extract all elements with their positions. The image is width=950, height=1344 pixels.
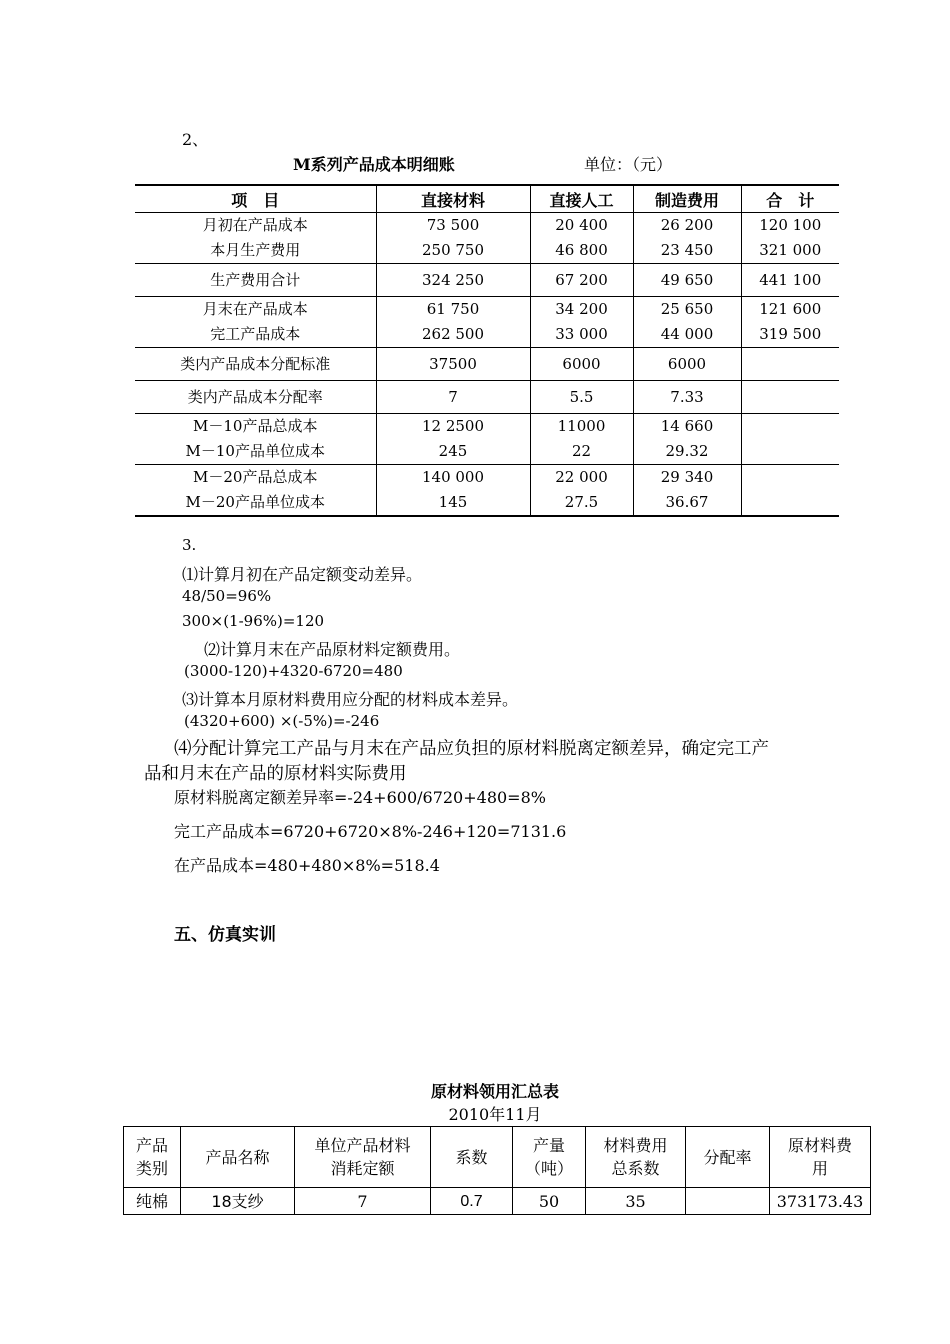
cell-direct-labor	[530, 348, 633, 381]
cell-line: 324 250	[421, 270, 485, 289]
cell-line: 11000	[557, 417, 606, 435]
cell-direct-material	[376, 297, 530, 348]
material-data-row	[124, 1188, 871, 1215]
calc-line-12: 在产品成本=480+480×8%=518.4	[174, 856, 440, 875]
material-data-cell: 18支纱	[181, 1188, 295, 1215]
header-line: 产品	[135, 1136, 168, 1155]
cell-line: 145	[438, 493, 468, 511]
cell-line	[742, 414, 840, 439]
header-direct-material: 直接材料	[376, 185, 530, 213]
cell-direct-labor	[530, 414, 633, 465]
cell-line: 22	[571, 442, 592, 460]
cell-direct-material	[376, 213, 530, 264]
cell-line: 319 500	[759, 325, 822, 343]
cell-line: 7	[448, 387, 458, 406]
cost-ledger-header-row	[135, 185, 839, 213]
table-row	[135, 264, 839, 297]
cell-line: 321 000	[759, 241, 822, 259]
cell-line	[742, 385, 840, 410]
cell-line: 34 200	[555, 300, 608, 318]
header-direct-labor: 直接人工	[530, 185, 633, 213]
cell-direct-labor	[530, 213, 633, 264]
material-header-cell	[124, 1127, 181, 1188]
cell-line	[742, 490, 840, 515]
calc-line-10: 原材料脱离定额差异率=-24+600/6720+480=8%	[174, 788, 546, 807]
cell-line: 25 650	[660, 300, 714, 318]
cell-item	[135, 297, 376, 348]
table-row	[135, 297, 839, 348]
cell-total	[741, 213, 839, 264]
cell-line: 类内产品成本分配率	[187, 387, 323, 406]
cell-direct-material	[376, 348, 530, 381]
section-2-number: 2、	[182, 130, 209, 149]
cell-line: 6000	[562, 354, 601, 373]
cell-line: 月末在产品成本	[202, 300, 308, 318]
cell-line: M－20产品总成本	[193, 468, 318, 486]
calc-line-5: (3000-120)+4320-6720=480	[184, 662, 403, 680]
material-header-cell	[181, 1127, 295, 1188]
cell-line: M－20产品单位成本	[185, 493, 325, 511]
cell-line: 250 750	[421, 241, 485, 259]
cell-direct-labor	[530, 465, 633, 517]
calc-line-3: 300×(1-96%)=120	[182, 612, 325, 630]
cell-line: 120 100	[759, 216, 822, 234]
cell-line: 44 000	[660, 325, 714, 343]
cell-line: 23 450	[660, 241, 714, 259]
calc-line-11: 完工产品成本=6720+6720×8%-246+120=7131.6	[174, 822, 567, 841]
cell-line: 49 650	[660, 270, 714, 289]
cell-line: 33 000	[555, 325, 608, 343]
material-table	[123, 1126, 871, 1215]
material-data-cell: 50	[513, 1188, 586, 1215]
header-line: 单位产品材料	[314, 1136, 411, 1155]
cell-direct-labor	[530, 264, 633, 297]
cell-direct-material	[376, 465, 530, 517]
material-header-cell	[295, 1127, 431, 1188]
cell-overhead	[633, 381, 741, 414]
cell-line: 37500	[429, 354, 477, 373]
cell-line: 27.5	[564, 493, 599, 511]
calc-line-2: 48/50=96%	[182, 587, 272, 605]
table-row	[135, 348, 839, 381]
cell-direct-material	[376, 264, 530, 297]
cell-line: 73 500	[426, 216, 480, 234]
material-data-cell: 7	[295, 1188, 431, 1215]
header-line: 系数	[455, 1147, 488, 1167]
table-row	[135, 414, 839, 465]
calc-line-7: (4320+600) ×(-5%)=-246	[184, 712, 380, 730]
material-data-cell: 纯棉	[124, 1188, 181, 1215]
calc-line-4: ⑵计算月末在产品原材料定额费用。	[204, 640, 461, 659]
cell-line: 14 660	[660, 417, 714, 435]
cell-line: 完工产品成本	[210, 325, 301, 343]
cell-line: 本月生产费用	[210, 241, 301, 259]
material-data-cell: 0.7	[431, 1188, 513, 1215]
cell-total	[741, 414, 839, 465]
material-header-cell	[431, 1127, 513, 1188]
cell-overhead	[633, 264, 741, 297]
section-5-heading: 五、仿真实训	[174, 925, 276, 945]
cell-total	[741, 264, 839, 297]
cell-line: M－10产品单位成本	[185, 442, 325, 460]
calc-line-9: 品和月末在产品的原材料实际费用	[144, 764, 407, 784]
cell-line: 262 500	[421, 325, 485, 343]
header-line: 分配率	[703, 1147, 752, 1167]
material-header-cell	[770, 1127, 871, 1188]
cell-line: 22 000	[555, 468, 608, 486]
cost-ledger-table	[135, 184, 839, 517]
cell-line: 441 100	[759, 270, 822, 289]
cell-line: 6000	[667, 354, 707, 373]
cell-line: 61 750	[426, 300, 480, 318]
header-line: 总系数	[611, 1159, 660, 1178]
cell-line: 7.33	[670, 387, 704, 406]
cell-line: 生产费用合计	[210, 270, 301, 289]
cell-line: 26 200	[660, 216, 714, 234]
cell-direct-labor	[530, 381, 633, 414]
material-table-title: 原材料领用汇总表	[430, 1082, 559, 1101]
header-line: 产品名称	[205, 1147, 270, 1167]
header-line: 消耗定额	[330, 1159, 395, 1178]
header-total: 合 计	[741, 185, 839, 213]
header-line: 原材料费	[787, 1136, 852, 1155]
cell-item	[135, 213, 376, 264]
cell-line: 5.5	[569, 387, 594, 406]
table-row	[135, 381, 839, 414]
header-item: 项 目	[135, 185, 376, 213]
cell-total	[741, 465, 839, 517]
cell-line: 121 600	[759, 300, 822, 318]
cell-line: 月初在产品成本	[202, 216, 308, 234]
cell-line: 12 2500	[421, 417, 485, 435]
material-data-cell: 35	[586, 1188, 686, 1215]
cell-item	[135, 381, 376, 414]
header-line: 用	[811, 1159, 828, 1178]
cell-item	[135, 465, 376, 517]
cell-total	[741, 381, 839, 414]
cell-line: 29 340	[660, 468, 714, 486]
material-header-row	[124, 1127, 871, 1188]
cell-direct-labor	[530, 297, 633, 348]
cell-line: 类内产品成本分配标准	[180, 354, 331, 373]
cell-total	[741, 297, 839, 348]
material-table-date: 2010年11月	[448, 1105, 542, 1124]
calc-line-6: ⑶计算本月原材料费用应分配的材料成本差异。	[182, 690, 519, 709]
cell-total	[741, 348, 839, 381]
header-line: 材料费用	[603, 1136, 668, 1155]
cell-line: 20 400	[555, 216, 608, 234]
cell-line: 29.32	[665, 442, 709, 460]
table-row	[135, 213, 839, 264]
material-header-cell	[686, 1127, 770, 1188]
cell-item	[135, 414, 376, 465]
cell-line: 46 800	[555, 241, 608, 259]
cell-line	[742, 465, 840, 490]
cell-line: M－10产品总成本	[193, 417, 318, 435]
header-overhead: 制造费用	[633, 185, 741, 213]
cell-item	[135, 348, 376, 381]
cell-line: 67 200	[555, 270, 608, 289]
cost-ledger-unit: 单位：（元）	[584, 155, 673, 174]
table-row	[135, 465, 839, 517]
cost-ledger-title: M系列产品成本明细账	[293, 155, 455, 174]
cell-line	[742, 352, 840, 377]
calc-line-1: ⑴计算月初在产品定额变动差异。	[182, 565, 423, 584]
cell-line: 140 000	[421, 468, 485, 486]
cell-overhead	[633, 348, 741, 381]
material-header-cell	[586, 1127, 686, 1188]
material-header-cell	[513, 1127, 586, 1188]
cell-direct-material	[376, 381, 530, 414]
cell-line: 36.67	[665, 493, 709, 511]
calc-line-8: ⑷分配计算完工产品与月末在产品应负担的原材料脱离定额差异，确定完工产	[174, 739, 769, 759]
material-data-cell: 373173.43	[770, 1188, 871, 1215]
section-3-number: 3.	[182, 536, 197, 554]
cell-item	[135, 264, 376, 297]
cell-overhead	[633, 213, 741, 264]
header-line: 类别	[135, 1159, 168, 1178]
cell-overhead	[633, 414, 741, 465]
cell-line	[742, 439, 840, 464]
material-data-cell	[686, 1188, 770, 1215]
cell-overhead	[633, 297, 741, 348]
cell-direct-material	[376, 414, 530, 465]
header-line: 产量	[532, 1136, 565, 1155]
cell-line: 245	[438, 442, 468, 460]
header-line: （吨）	[524, 1159, 573, 1178]
cell-overhead	[633, 465, 741, 517]
